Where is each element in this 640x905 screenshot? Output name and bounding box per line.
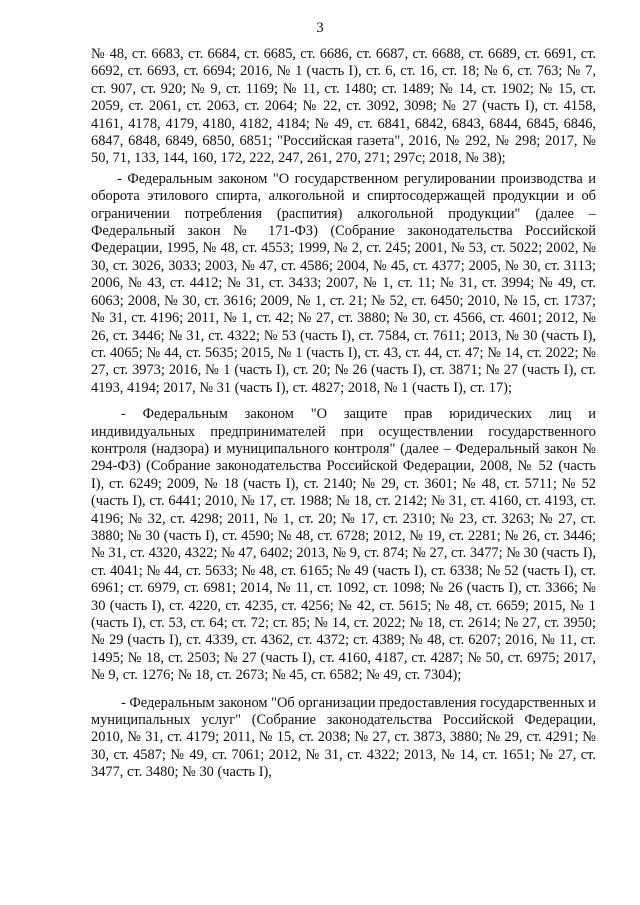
- citation-continuation-paragraph: № 48, ст. 6683, ст. 6684, ст. 6685, ст. 6686, ст. 6687, ст. 6688, ст. 6689, ст. 6691, ст. 6692, ст. 6693, ст. 6694; 2016, № 1 (часть I), ст. 6, ст. 16, ст. 18; № 6, ст. 763; № 7, ст. 907, ст. 920; № 9, ст. 1169; № 11, ст. 1480; ст. 1489; № 14, ст. 1902; № 15, ст. 2059, ст. 2061, ст. 2063, ст. 2064; № 22, ст. 3092, 3098; № 27 (часть I), ст. 4158, 4161, 4178, 4179, 4180, 4182, 4184; № 49, ст. 6841, 6842, 6843, 6844, 6845, 6846, 6847, 6848, 6849, 6850, 6851; "Российская газета", 2016, № 292, № 298; 2017, № 50, 71, 133, 144, 160, 172, 222, 247, 261, 270, 271; 297с; 2018, № 38);: [91, 46, 596, 167]
- page-number: 3: [316, 20, 324, 36]
- law-public-services-paragraph: - Федеральным законом "Об организации предоставления государственных и муниципальных услуг" (Собрание законодательства Российской Федерации, 2010, № 31, ст. 4179; 2011, № 15, ст. 2038; № 27, ст. 3873, 3880; № 29, ст. 4291; № 30, ст. 4587; № 49, ст. 7061; 2012, № 31, ст. 4322; 2013, № 14, ст. 1651; № 27, ст. 3477, ст. 3480; № 30 (часть I),: [91, 694, 596, 781]
- document-body: [91, 46, 596, 782]
- law-171fz-paragraph: - Федеральным законом "О государственном регулировании производства и оборота этилового спирта, алкогольной и спиртосодержащей продукции и об ограничении потребления (распития) алкогольной продукции" (далее – Федеральный закон № 171-ФЗ) (Собрание законодательства Российской Федерации, 1995, № 48, ст. 4553; 1999, № 2, ст. 245; 2001, № 53, ст. 5022; 2002, № 30, ст. 3026, 3033; 2003, № 47, ст. 4586; 2004, № 45, ст. 4377; 2005, № 30, ст. 3113; 2006, № 43, ст. 4412; № 31, ст. 3433; 2007, № 1, ст. 11; № 31, ст. 3994; № 49, ст. 6063; 2008, № 30, ст. 3616; 2009, № 1, ст. 21; № 52, ст. 6450; 2010, № 15, ст. 1737; № 31, ст. 4196; 2011, № 1, ст. 42; № 27, ст. 3880; № 30, ст. 4566, ст. 4601; 2012, № 26, ст. 3446; № 31, ст. 4322; № 53 (часть I), ст. 7584, ст. 7611; 2013, № 30 (часть I), ст. 4065; № 44, ст. 5635; 2015, № 1 (часть I), ст. 43, ст. 44, ст. 47; № 14, ст. 2022; № 27, ст. 3973; 2016, № 1 (часть I), ст. 20; № 26 (часть I), ст. 3871; № 27 (часть I), ст. 4193, 4194; 2017, № 31 (часть I), ст. 4827; 2018, № 1 (часть I), ст. 17);: [91, 170, 596, 396]
- law-294fz-paragraph: - Федеральным законом "О защите прав юридических лиц и индивидуальных предпринимателей при осуществлении государственного контроля (надзора) и муниципального контроля" (далее – Федеральный закон № 294-ФЗ) (Собрание законодательства Российской Федерации, 2008, № 52 (часть I), ст. 6249; 2009, № 18 (часть I), ст. 2140; № 29, ст. 3601; № 48, ст. 5711; № 52 (часть I), ст. 6441; 2010, № 17, ст. 1988; № 18, ст. 2142; № 31, ст. 4160, ст. 4193, ст. 4196; № 32, ст. 4298; 2011, № 1, ст. 20; № 17, ст. 2310; № 23, ст. 3263; № 27, ст. 3880; № 30 (часть I), ст. 4590; № 48, ст. 6728; 2012, № 19, ст. 2281; № 26, ст. 3446; № 31, ст. 4320, 4322; № 47, 6402; 2013, № 9, ст. 874; № 27, ст. 3477; № 30 (часть I), ст. 4041; № 44, ст. 5633; № 48, ст. 6165; № 49 (часть I), ст. 6338; № 52 (часть I), ст. 6961; ст. 6979, ст. 6981; 2014, № 11, ст. 1092, ст. 1098; № 26 (часть I), ст. 3366; № 30 (часть I), ст. 4220, ст. 4235, ст. 4256; № 42, ст. 5615; № 48, ст. 6659; 2015, № 1 (часть I), ст. 53, ст. 64; ст. 72; ст. 85; № 14, ст. 2022; № 18, ст. 2614; № 27, ст. 3950; № 29 (часть I), ст. 4339, ст. 4362, ст. 4372; ст. 4389; № 48, ст. 6207; 2016, № 11, ст. 1495; № 18, ст. 2503; № 27 (часть I), ст. 4160, 4187, ст. 4287; № 50, ст. 6975; 2017, № 9, ст. 1276; № 18, ст. 2673; № 45, ст. 6582; № 49, ст. 7304);: [91, 406, 596, 684]
